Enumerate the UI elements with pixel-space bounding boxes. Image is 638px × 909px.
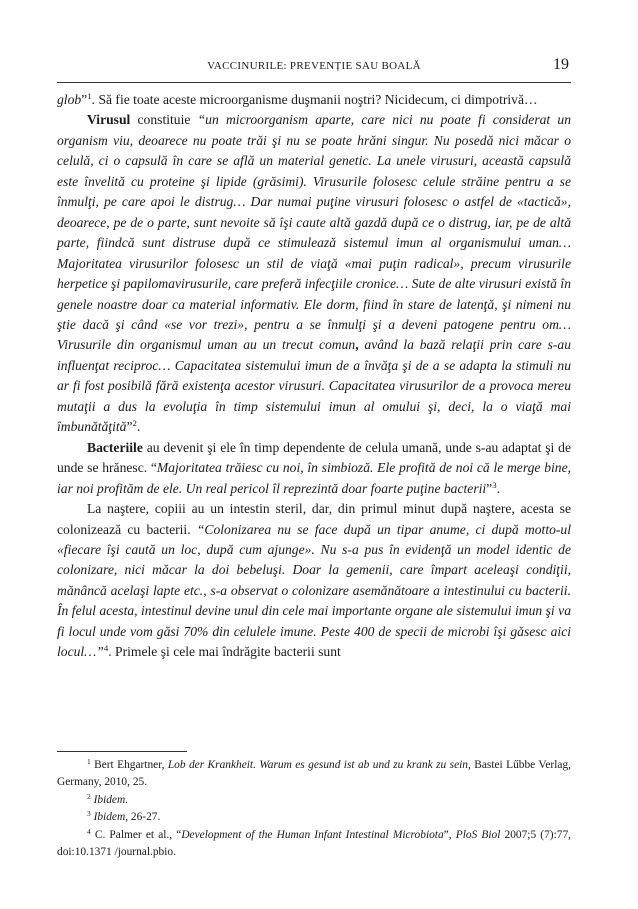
text-run: La naştere, copiii au un intestin steril, dar, din primul minut după naştere, acesta se colonizează cu bacterii. <box>57 501 571 537</box>
text-run: 2007;5 (7):77, doi:10.1371 /journal.pbio. <box>57 828 571 859</box>
paragraph-birth <box>57 499 571 663</box>
term-virus: Virusul <box>87 112 131 128</box>
text-run: Bert Ehgartner, <box>90 759 168 771</box>
text-run: ” <box>486 480 493 496</box>
page-number: 19 <box>553 56 569 73</box>
text-run: ” <box>126 419 133 435</box>
footnotes <box>57 757 571 861</box>
page-header <box>57 58 571 83</box>
quote-text: “un microorganism aparte, care nici nu poate fi considerat un organism viu, deoarece nu poate trăi şi nu se poate hrăni singur. Nu posedă nici măcar o celulă, ci o capsulă în care se află un material genetic. La unele virusuri, această capsulă este învelită cu proteine şi lipide (grăsimi). Virusurile folosesc celule străine pentru a se înmulţi, pe care apoi le distrug… Dar numai puţine virusuri folosesc o astfel de «tactică», deoarece, pe de o parte, sunt nevoite să îşi caute altă gazdă după ce o distrug, iar, pe de altă parte, fiindcă sunt distruse după ce stimulează sistemul imun al organismului uman… Majoritatea virusurilor folosesc un stil de viaţă «mai puţin radical», precum virusurile herpetice şi papilomavirusurile, care preferă infecţiile cronice… Sute de alte virusuri există în genele noastre doar ca material informativ. Ele dorm, fiind în stare de latenţă, şi nimeni nu ştie dacă şi când «se vor trezi», pentru a se înmulţi şi a deveni patogene pentru om… Virusurile din organismul uman au un trecut comun <box>57 112 572 353</box>
paragraph-virus <box>57 110 571 437</box>
paragraph-bacteria <box>57 438 571 499</box>
article-title: Development of the Human Infant Intestinal Microbiota <box>181 828 444 841</box>
text-run: . Să fie toate aceste microorganisme duşmanii noştri? Nicidecum, ci dimpotrivă… <box>91 92 538 107</box>
book-title: Lob der Krankheit. Warum es gesund ist ab und zu krank zu sein <box>167 759 468 771</box>
quote-text: Majoritatea trăiesc cu noi, în simbioză. Ele profită de noi că le merge bine, iar noi profităm de ele. Un real pericol îl reprezintă doar foarte puţine bacterii <box>57 460 571 496</box>
footnote-3 <box>57 809 571 826</box>
text-run: , Bastei Lűbbe Verlag, Germany, 2010, 25. <box>57 759 571 789</box>
text-run: . <box>136 419 141 435</box>
footnote-1 <box>57 757 571 792</box>
footnote-separator <box>57 751 187 752</box>
paragraph-continuation <box>57 90 571 110</box>
footnote-number: 3 <box>87 809 91 819</box>
footnote-number: 1 <box>87 756 91 766</box>
footnote-number: 2 <box>87 791 91 801</box>
journal-name: PloS Biol <box>455 828 501 841</box>
footnote-ref-2: 2 <box>132 418 137 429</box>
footnote-ref-3: 3 <box>492 479 497 490</box>
italic-text: glob <box>57 92 82 107</box>
text-run: C. Palmer et al., “ <box>90 828 182 841</box>
text-run: au devenit şi ele în timp dependente de celula umană, unde s-au adaptat şi de unde se hrănesc. “ <box>57 439 571 476</box>
footnote-ref-1: 1 <box>87 91 92 102</box>
text-run: ”, <box>443 828 456 841</box>
footnote-4 <box>57 827 571 862</box>
bold-comma: , <box>355 337 359 353</box>
text-run: ” <box>81 92 88 107</box>
text-run: . <box>496 480 501 496</box>
italic-text: Ibidem. <box>93 793 129 806</box>
term-bacteria: Bacteriile <box>87 439 143 455</box>
text-run: . Primele şi cele mai îndrăgite bacterii sunt <box>108 644 341 660</box>
quote-text: “Colonizarea nu se face după un tipar anume, ci după motto-ul «fiecare îşi caută un loc, după cum ajunge». Nu s-a pus în evidenţă un model identic de colonizare, nici măcar la doi bebeluşi. Doar la gemenii, care împart aceleaşi condiţii, mănâncă acelaşi lapte etc., s-a observat o colonizare asemănătoare a intestinului cu bacterii. În felul acesta, intestinul devine unul din cele mai importante organe ale sistemului imun şi va fi locul unde vom găsi 70% din celulele imune. Peste 400 de specii de microbi îşi găsesc aici locul…” <box>57 521 571 660</box>
text-run: constituie <box>130 112 198 128</box>
text-run: , 26-27. <box>125 811 161 824</box>
quote-text: având la bază relaţii prin care s-au influenţat reciproc… Capacitatea sistemului imun de a învăţa şi de a se adapta la stimuli nu ar fi fost posibilă fără existenţa acestor virusuri. Capacitatea virusurilor de a provoca mereu mutaţii a dus la evoluţia în timp sistemului imun al omului şi, deci, la o viaţă mai îmbunătăţită <box>57 337 571 435</box>
running-title: VACCINURILE: PREVENȚIE SAU BOALĂ <box>207 60 421 72</box>
footnote-number: 4 <box>87 826 91 836</box>
footnote-ref-4: 4 <box>103 643 109 654</box>
italic-text: Ibidem <box>93 811 126 824</box>
main-text <box>57 90 571 663</box>
footnote-2 <box>57 792 571 809</box>
